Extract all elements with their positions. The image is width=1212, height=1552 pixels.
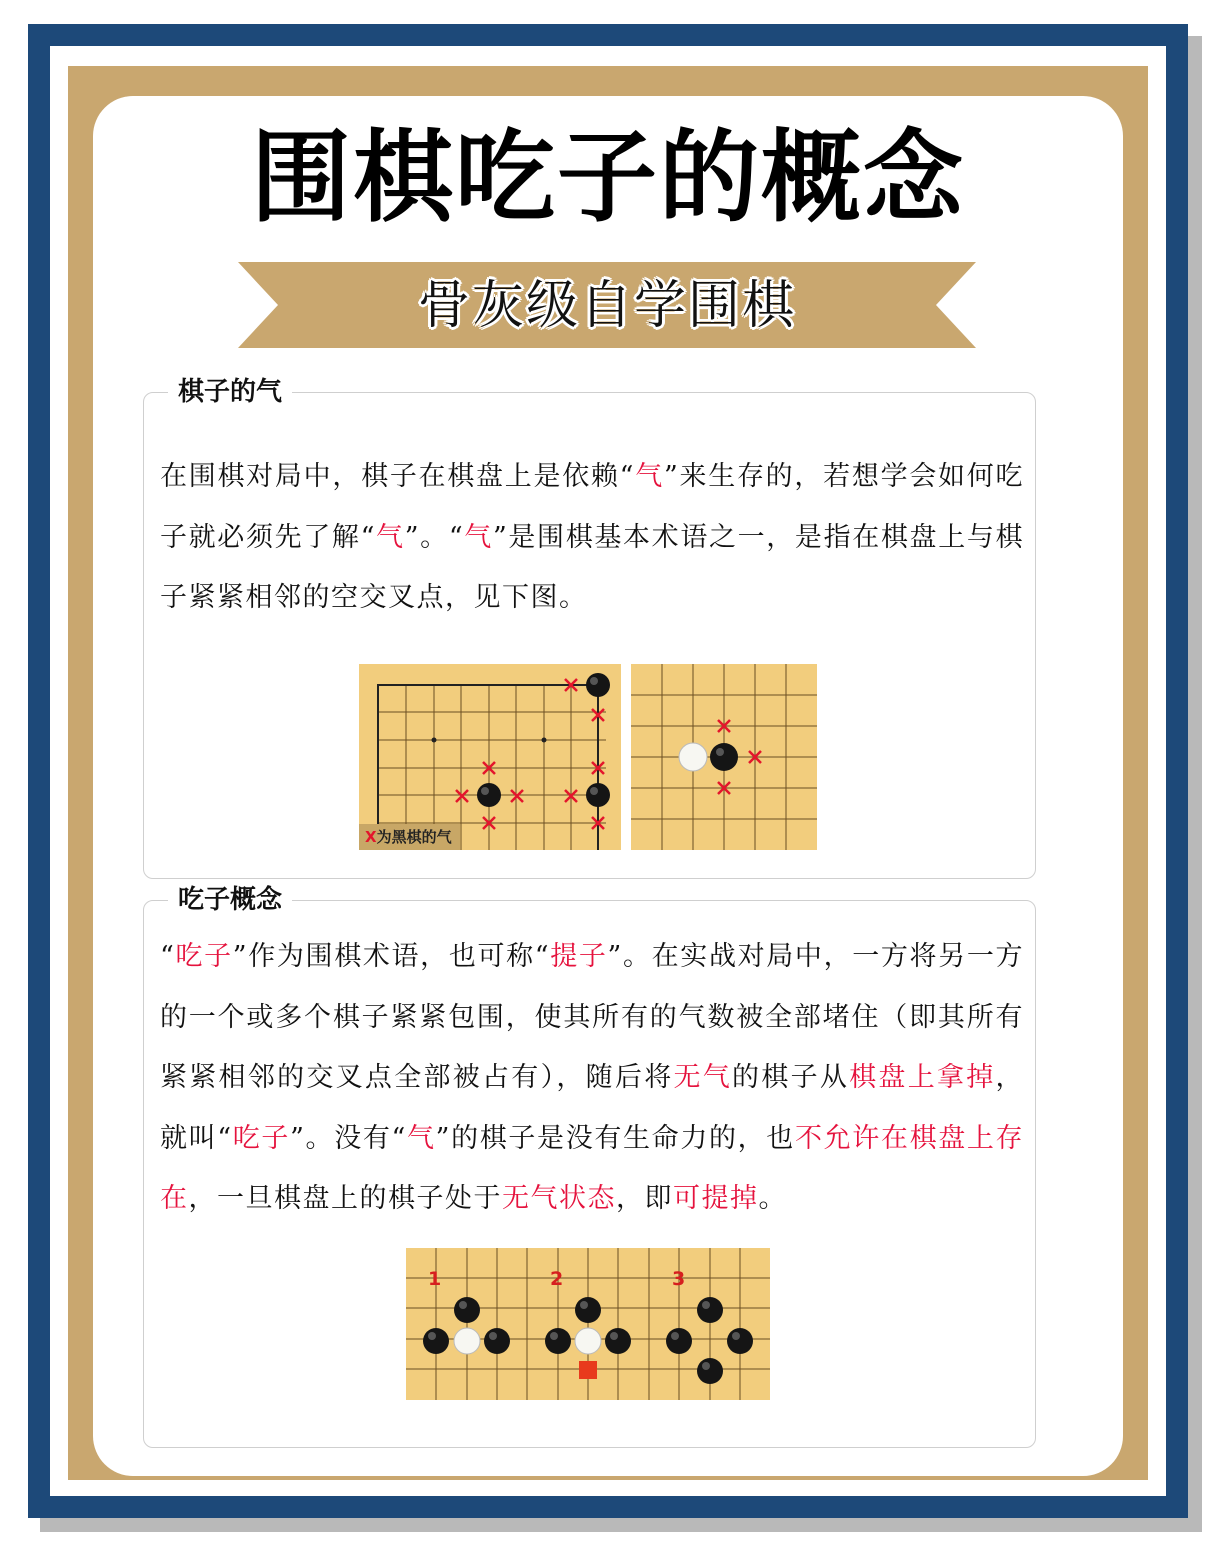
board-graphic [631, 664, 817, 850]
white-stone [454, 1328, 480, 1354]
black-stone [697, 1297, 723, 1323]
black-stone [477, 783, 501, 807]
black-stone [586, 673, 610, 697]
highlight-text: 吃子 [232, 1122, 291, 1154]
black-stone [710, 743, 738, 771]
highlight-text: 气 [406, 1122, 436, 1154]
black-stone [727, 1328, 753, 1354]
highlight-text: 吃子 [175, 941, 233, 972]
caption-mark: X [365, 828, 377, 846]
black-stone [423, 1328, 449, 1354]
paragraph-text: 。 [758, 1183, 787, 1214]
highlight-text: 无气状态 [502, 1183, 616, 1214]
paragraph-text: ”。“ [404, 521, 465, 553]
black-stone [484, 1328, 510, 1354]
go-board-capture-steps [406, 1248, 770, 1400]
section-heading: 吃子概念 [168, 883, 292, 917]
paragraph-text: ，就叫“ [160, 1062, 1025, 1154]
paragraph-text: “ [160, 941, 176, 972]
board-graphic [406, 1248, 770, 1400]
highlight-text: 不允许在棋盘上存在 [160, 1122, 1025, 1214]
paragraph-text: ”作为围棋术语，也可称“ [232, 941, 551, 972]
paragraph-text: ”来生存的，若想学会如何吃子就必须先了解“ [160, 461, 1025, 553]
black-stone [575, 1297, 601, 1323]
step-label-3: 3 [672, 1268, 686, 1290]
diagram-caption [359, 824, 460, 850]
go-board-corner-edge [359, 664, 621, 850]
section-paragraph [160, 447, 1024, 629]
paragraph-text: ”是围棋基本术语之一，是指在棋盘上与棋子紧紧相邻的空交叉点，见下图。 [160, 521, 1025, 613]
step-label-2: 2 [550, 1268, 564, 1290]
highlight-text: 气 [634, 461, 664, 492]
black-stone [545, 1328, 571, 1354]
highlight-text: 棋盘上拿掉 [849, 1062, 996, 1093]
paragraph-text: 在围棋对局中，棋子在棋盘上是依赖“ [160, 461, 635, 492]
black-stone [666, 1328, 692, 1354]
paragraph-text: ”的棋子是没有生命力的，也 [435, 1122, 795, 1154]
board-graphic [359, 664, 621, 850]
step-label-1: 1 [428, 1268, 442, 1290]
section-heading: 棋子的气 [168, 375, 292, 409]
white-stone [575, 1328, 601, 1354]
banner-ribbon [238, 262, 976, 348]
white-stone [679, 743, 707, 771]
black-stone [605, 1328, 631, 1354]
page-title: 围棋吃子的概念 [251, 119, 965, 236]
highlight-text: 无气 [673, 1062, 733, 1093]
move-marker [579, 1361, 597, 1379]
paragraph-text: ”。没有“ [290, 1122, 407, 1154]
liberty-marks [456, 679, 604, 829]
highlight-text: 可提掉 [673, 1183, 759, 1214]
go-board-center [631, 664, 817, 850]
paragraph-text: 的棋子从 [732, 1062, 850, 1093]
banner-text: 骨灰级自学围棋 [417, 276, 796, 336]
paragraph-text: ，即 [616, 1183, 673, 1214]
black-stone [454, 1297, 480, 1323]
highlight-text: 提子 [550, 941, 608, 972]
black-stone [697, 1358, 723, 1384]
caption-text: 为黑棋的气 [376, 828, 452, 846]
section-paragraph [160, 927, 1024, 1230]
black-stone [586, 783, 610, 807]
paragraph-text: ，一旦棋盘上的棋子处于 [188, 1183, 502, 1214]
paragraph-text: ”。在实战对局中，一方将另一方的一个或多个棋子紧紧包围，使其所有的气数被全部堵住（即其所有紧紧相邻的交叉点全部被占有），随后将 [160, 941, 1025, 1093]
highlight-text: 气 [375, 521, 405, 553]
highlight-text: 气 [464, 521, 493, 553]
